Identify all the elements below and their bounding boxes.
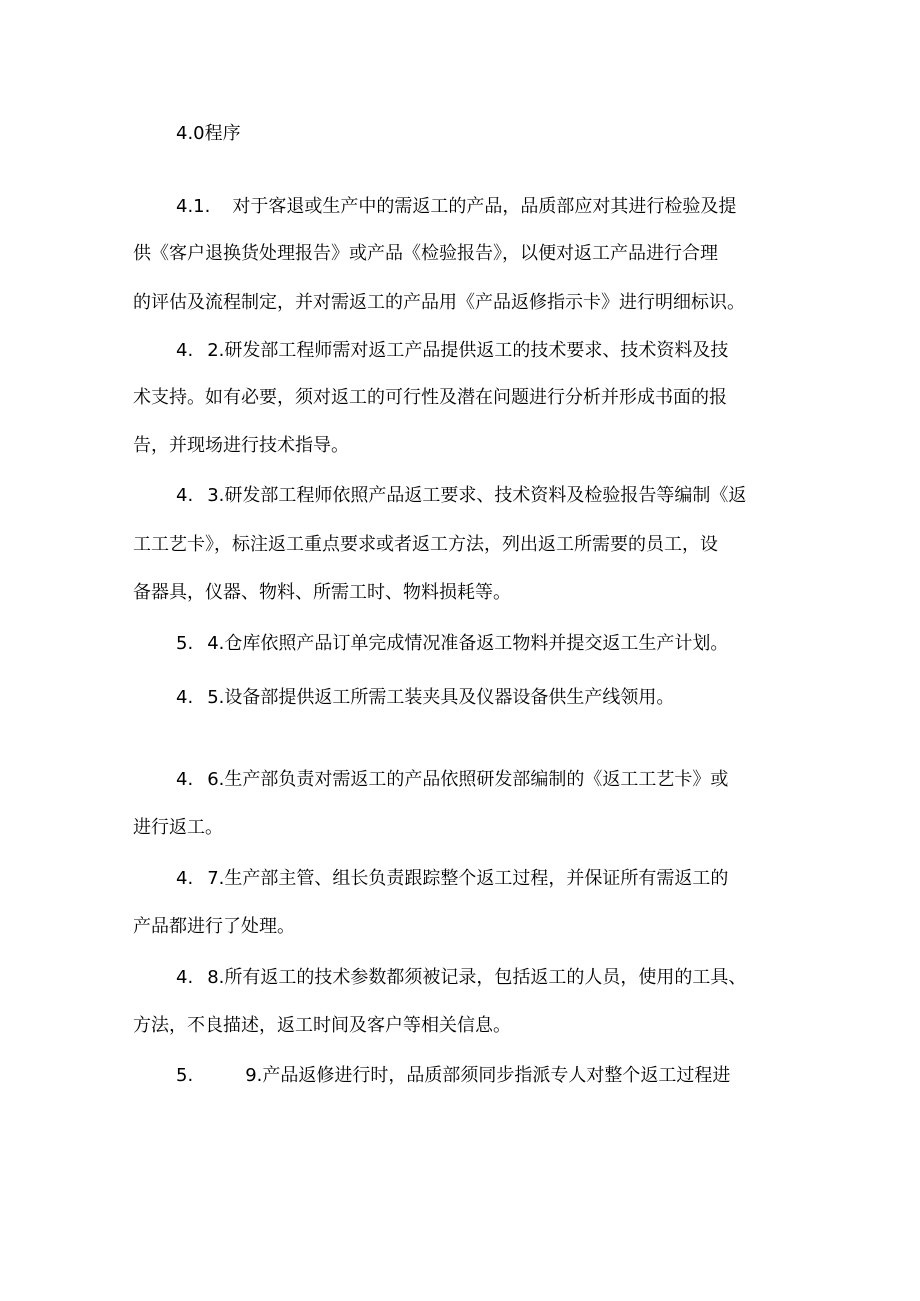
paragraph-4-3-line-2: 工工艺卡》，标注返工重点要求或者返工方法，列出返工所需要的员工，设 bbox=[133, 534, 718, 555]
paragraph-4-3-line-1: 4. 3.研发部工程师依照产品返工要求、技术资料及检验报告等编制《返 bbox=[176, 483, 746, 509]
paragraph-4-7-line-2: 产品都进行了处理。 bbox=[133, 916, 295, 937]
paragraph-4-1-line-3: 的评估及流程制定，并对需返工的产品用《产品返修指示卡》进行明细标识。 bbox=[133, 292, 745, 313]
paragraph-number: 4.1. bbox=[176, 196, 211, 217]
paragraph-4-2-line-2: 术支持。如有必要，须对返工的可行性及潜在问题进行分析并形成书面的报 bbox=[133, 387, 727, 408]
paragraph-4-6-line-2: 进行返工。 bbox=[133, 817, 223, 838]
paragraph-number: 4. bbox=[176, 340, 194, 361]
paragraph-4-2-line-1: 4. 2.研发部工程师需对返工产品提供返工的技术要求、技术资料及技 bbox=[176, 338, 728, 364]
paragraph-4-2-line-3: 告，并现场进行技术指导。 bbox=[133, 435, 349, 456]
paragraph-4-7-line-1: 4. 7.生产部主管、组长负责跟踪整个返工过程，并保证所有需返工的 bbox=[176, 866, 728, 892]
paragraph-4-4-line-1: 5. 4.仓库依照产品订单完成情况准备返工物料并提交返工生产计划。 bbox=[176, 631, 728, 657]
paragraph-number: 4. bbox=[176, 868, 194, 889]
paragraph-4-3-line-3: 备器具，仪器、物料、所需工时、物料损耗等。 bbox=[133, 582, 511, 603]
paragraph-4-1-line-2: 供《客户退换货处理报告》或产品《检验报告》，以便对返工产品进行合理 bbox=[133, 243, 718, 264]
paragraph-4-5-line-1: 4. 5.设备部提供返工所需工装夹具及仪器设备供生产线领用。 bbox=[176, 685, 674, 711]
paragraph-4-6-line-1: 4. 6.生产部负责对需返工的产品依照研发部编制的《返工工艺卡》或 bbox=[176, 767, 728, 793]
paragraph-4-1-line-1: 4.1. 对于客退或生产中的需返工的产品，品质部应对其进行检验及提 bbox=[176, 194, 736, 220]
paragraph-4-9-line-1: 5. 9.产品返修进行时，品质部须同步指派专人对整个返工过程进 bbox=[176, 1063, 730, 1089]
section-heading: 4.0程序 bbox=[176, 123, 241, 144]
paragraph-number: 4. bbox=[176, 687, 194, 708]
paragraph-number: 5. bbox=[176, 1065, 194, 1086]
paragraph-4-8-line-1: 4. 8.所有返工的技术参数都须被记录，包括返工的人员，使用的工具、 bbox=[176, 965, 746, 991]
paragraph-number: 4. bbox=[176, 485, 194, 506]
paragraph-number: 5. bbox=[176, 633, 194, 654]
paragraph-4-8-line-2: 方法，不良描述，返工时间及客户等相关信息。 bbox=[133, 1015, 511, 1036]
paragraph-number: 4. bbox=[176, 967, 194, 988]
paragraph-number: 4. bbox=[176, 769, 194, 790]
